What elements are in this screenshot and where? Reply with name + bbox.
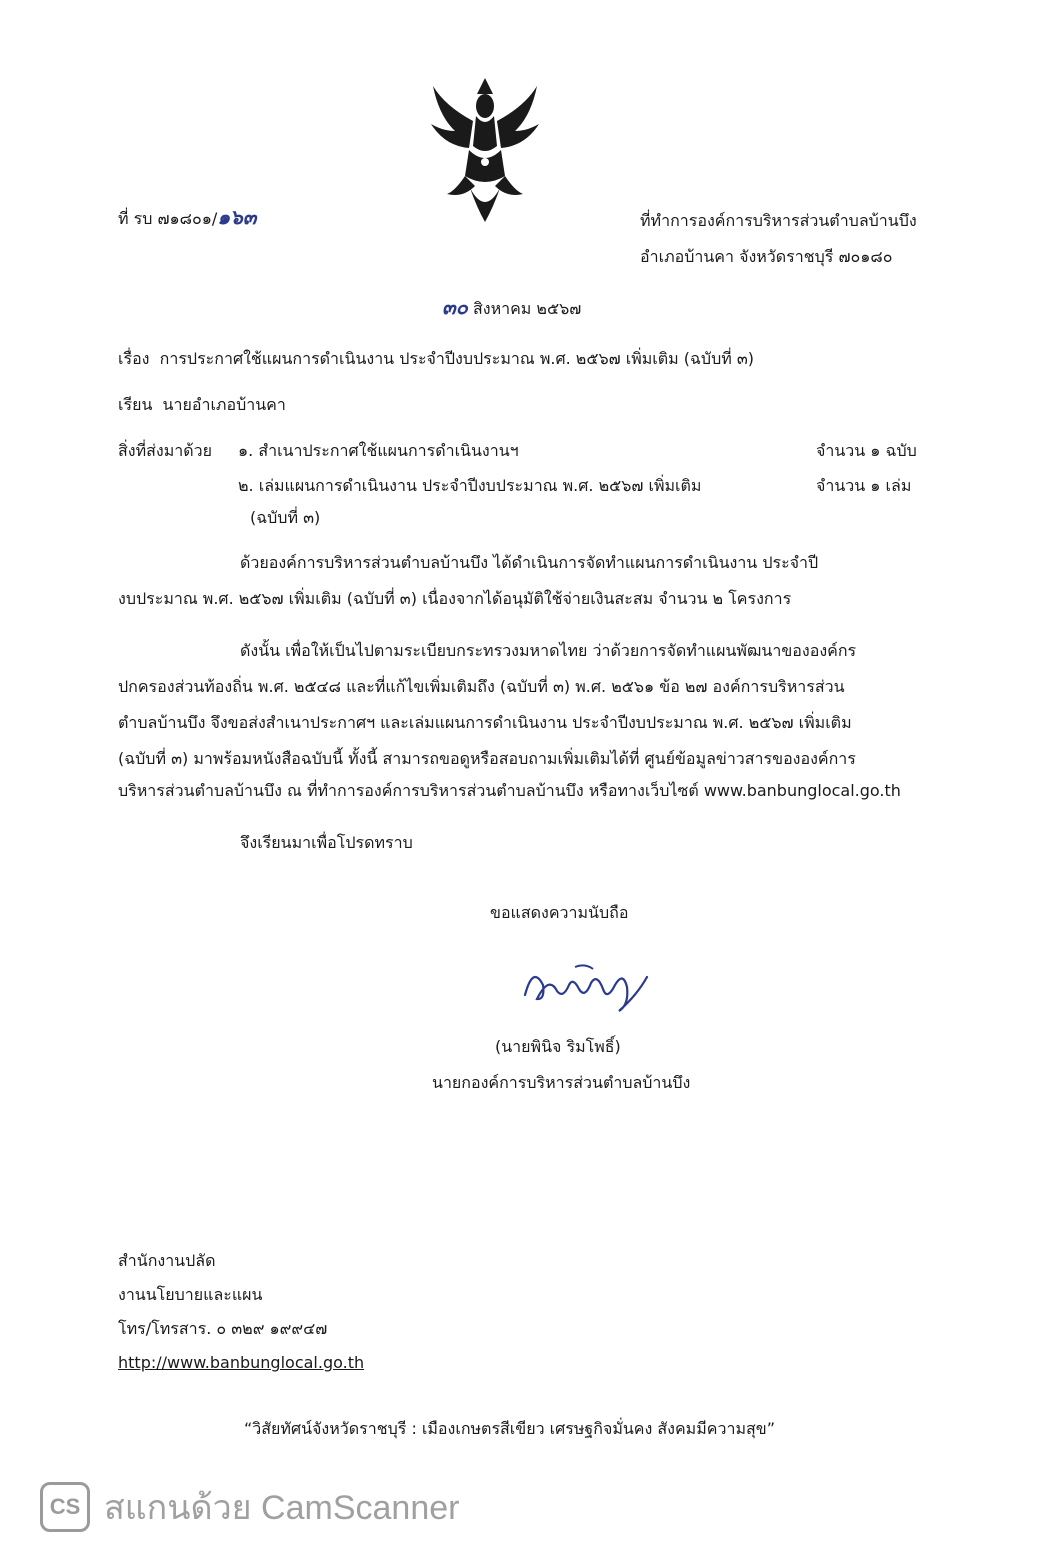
letter-date [442, 296, 581, 320]
enclosure-qty-2: จำนวน ๑ เล่ม [816, 476, 912, 495]
salutation-line [118, 394, 286, 416]
regards-line: ขอแสดงความนับถือ [490, 903, 629, 922]
enclosure-item-2: ๒. เล่มแผนการดำเนินงาน ประจำปีงบประมาณ พ.ศ. ๒๕๖๗ เพิ่มเติม [238, 476, 702, 495]
enclosure-qty-1: จำนวน ๑ ฉบับ [816, 441, 917, 460]
province-slogan: “วิสัยทัศน์จังหวัดราชบุรี : เมืองเกษตรสีเขียว เศรษฐกิจมั่นคง สังคมมีความสุข” [244, 1419, 775, 1438]
to-text: นายอำเภอบ้านคา [162, 395, 286, 414]
para2-line1: ดังนั้น เพื่อให้เป็นไปตามระเบียบกระทรวงมหาดไทย ว่าด้วยการจัดทำแผนพัฒนาขององค์กร [240, 641, 857, 660]
date-month-year: สิงหาคม ๒๕๖๗ [472, 299, 582, 318]
date-day-handwritten: ๓๐ [442, 295, 468, 319]
closing-line: จึงเรียนมาเพื่อโปรดทราบ [240, 833, 413, 852]
reference-handwritten: ๑๖๓ [217, 205, 257, 229]
enclosures-label: สิ่งที่ส่งมาด้วย [118, 441, 212, 460]
footer-website-link[interactable]: http://www.banbunglocal.go.th [118, 1353, 365, 1372]
handwritten-signature-icon [515, 955, 655, 1015]
para2-line5: บริหารส่วนตำบลบ้านบึง ณ ที่ทำการองค์การบริหารส่วนตำบลบ้านบึง หรือทางเว็บไซต์ www.banbunglocal.go.th [118, 781, 901, 800]
para2-line2: ปกครองส่วนท้องถิ่น พ.ศ. ๒๕๔๘ และที่แก้ไขเพิ่มเติมถึง (ฉบับที่ ๓) พ.ศ. ๒๕๖๑ ข้อ ๒๗ องค์การบริหารส่วน [118, 677, 845, 696]
camscanner-watermark [40, 1480, 459, 1534]
para1-line2: งบประมาณ พ.ศ. ๒๕๖๗ เพิ่มเติม (ฉบับที่ ๓) เนื่องจากได้อนุมัติใช้จ่ายเงินสะสม จำนวน ๒ โครงการ [118, 589, 792, 608]
to-label: เรียน [118, 395, 153, 414]
signer-name: (นายพินิจ ริมโพธิ์) [495, 1037, 621, 1056]
para1-line1: ด้วยองค์การบริหารส่วนตำบลบ้านบึง ได้ดำเนินการจัดทำแผนการดำเนินงาน ประจำปี [240, 553, 819, 572]
enclosure-item-1: ๑. สำเนาประกาศใช้แผนการดำเนินงานฯ [238, 441, 519, 460]
reference-number [118, 206, 256, 230]
address-line-1: ที่ทำการองค์การบริหารส่วนตำบลบ้านบึง [640, 211, 917, 230]
address-line-2: อำเภอบ้านคา จังหวัดราชบุรี ๗๐๑๘๐ [640, 247, 893, 266]
para2-line4: (ฉบับที่ ๓) มาพร้อมหนังสือฉบับนี้ ทั้งนี้ สามารถขอดูหรือสอบถามเพิ่มเติมได้ที่ ศูนย์ข้อมูลข่าวสารขององค์การ [118, 749, 856, 768]
footer-office: สำนักงานปลัด [118, 1251, 216, 1270]
subject-text: การประกาศใช้แผนการดำเนินงาน ประจำปีงบประมาณ พ.ศ. ๒๕๖๗ เพิ่มเติม (ฉบับที่ ๓) [159, 349, 755, 368]
camscanner-text: สแกนด้วย CamScanner [104, 1489, 460, 1527]
camscanner-logo-icon: CS [40, 1482, 90, 1532]
enclosure-item-2-cont: (ฉบับที่ ๓) [250, 508, 321, 527]
subject-label: เรื่อง [118, 349, 150, 368]
para2-line3: ตำบลบ้านบึง จึงขอส่งสำเนาประกาศฯ และเล่มแผนการดำเนินงาน ประจำปีงบประมาณ พ.ศ. ๒๕๖๗ เพิ่มเติม [118, 713, 852, 732]
footer-division: งานนโยบายและแผน [118, 1285, 263, 1304]
footer-phone: โทร/โทรสาร. ๐ ๓๒๙ ๑๙๙๔๗ [118, 1319, 328, 1338]
signer-position: นายกองค์การบริหารส่วนตำบลบ้านบึง [432, 1073, 691, 1092]
subject-line [118, 348, 754, 370]
footer-website-wrapper [118, 1352, 364, 1374]
reference-label: ที่ รบ ๗๑๘๐๑/ [118, 209, 218, 228]
garuda-emblem-icon [425, 76, 545, 226]
